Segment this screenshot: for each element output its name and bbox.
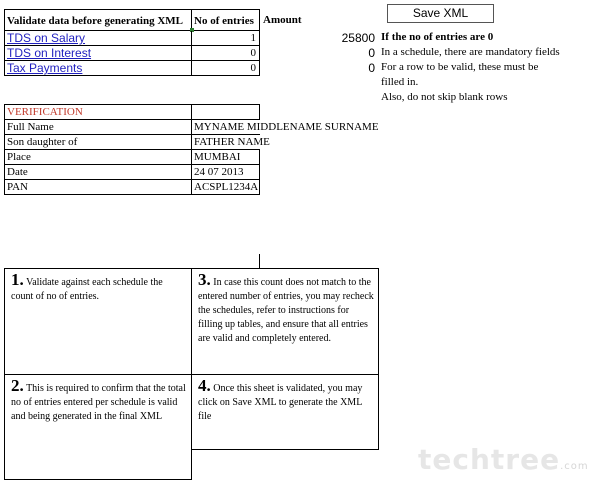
field-label: Date: [4, 165, 192, 180]
field-label: Son daughter of: [4, 135, 192, 150]
side-note-line: filled in.: [381, 76, 419, 88]
header-validate-label: Validate data before generating XML: [4, 9, 192, 31]
amount-tds-on-salary: 25800: [341, 31, 375, 45]
instruction-text: In case this count does not match to the entered number of entries, you may recheck the schedules, refer to instructions for filling up tables, and ensure that all entries are valid and completely entered.: [198, 277, 374, 344]
field-date-value: 24 07 2013: [192, 165, 260, 180]
instruction-box-2: [4, 374, 192, 480]
instruction-number: 4.: [198, 376, 211, 395]
instruction-number: 1.: [11, 270, 24, 289]
amount-tax-payments: 0: [368, 61, 375, 75]
header-amount: Amount: [263, 14, 302, 26]
link-tax-payments[interactable]: Tax Payments: [4, 61, 192, 76]
instruction-number: 3.: [198, 270, 211, 289]
field-label: PAN: [4, 180, 192, 195]
side-note-line: Also, do not skip blank rows: [381, 91, 508, 103]
side-note-line: In a schedule, there are mandatory fields: [381, 46, 560, 58]
link-tds-on-interest[interactable]: TDS on Interest: [4, 46, 192, 61]
instruction-box-1: [4, 268, 192, 375]
save-xml-button[interactable]: Save XML: [387, 4, 494, 23]
gridline: [259, 254, 260, 268]
side-note-line: For a row to be valid, these must be: [381, 61, 539, 73]
link-tds-on-salary[interactable]: TDS on Salary: [4, 31, 192, 46]
field-father-name-value: FATHER NAME: [194, 136, 270, 148]
verification-title: VERIFICATION: [4, 104, 192, 120]
instruction-box-3: [191, 268, 379, 375]
header-no-of-entries: No of entries: [192, 9, 260, 31]
count-tds-on-interest: 0: [192, 46, 260, 61]
instruction-number: 2.: [11, 376, 24, 395]
field-label: Place: [4, 150, 192, 165]
instruction-box-4: [191, 374, 379, 450]
field-full-name-value: MYNAME MIDDLENAME SURNAME: [194, 121, 379, 133]
count-tds-on-salary: 1: [192, 31, 260, 46]
verification-blank-cell: [192, 104, 260, 120]
count-tax-payments: 0: [192, 61, 260, 76]
amount-tds-on-interest: 0: [368, 46, 375, 60]
field-label: Full Name: [4, 120, 192, 135]
field-pan-value: ACSPL1234A: [194, 181, 259, 193]
techtree-watermark-logo: techtree.com: [418, 443, 589, 476]
instruction-text: Once this sheet is validated, you may click on Save XML to generate the XML file: [198, 383, 363, 422]
instruction-text: This is required to confirm that the total no of entries entered per schedule is valid and being generated in the final XML: [11, 383, 186, 422]
side-note-heading: If the no of entries are 0: [381, 31, 494, 43]
field-place-value: MUMBAI: [192, 150, 260, 165]
instruction-text: Validate against each schedule the count of no of entries.: [11, 277, 163, 302]
